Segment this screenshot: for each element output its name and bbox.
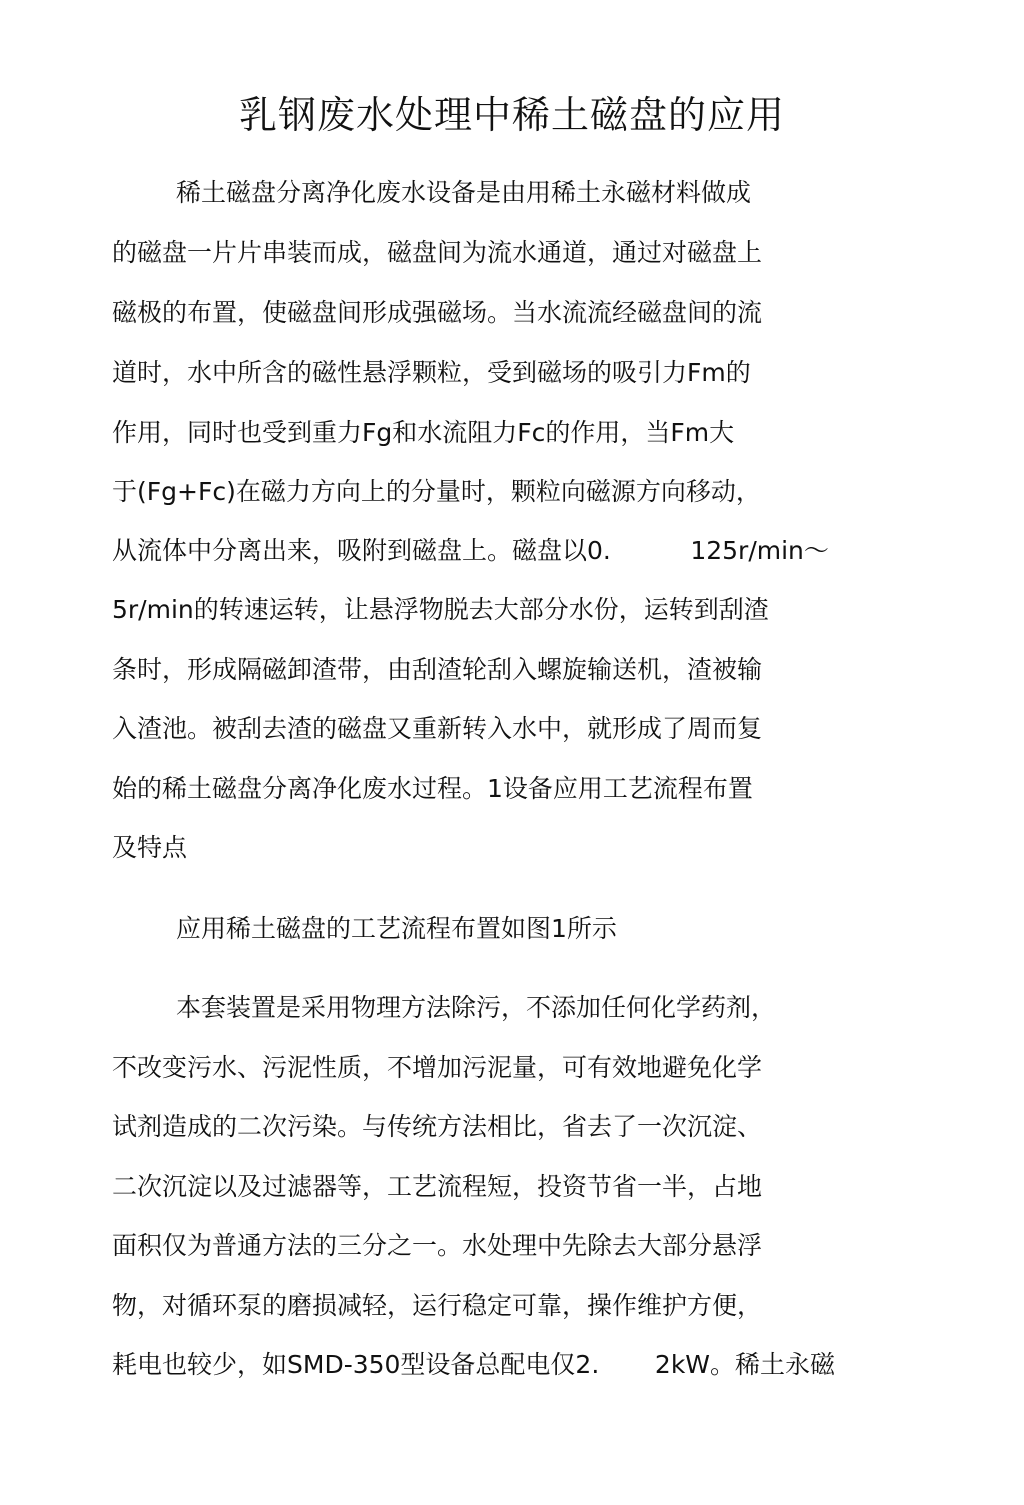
paragraph-1-line-10: 入渣池。被刮去渣的磁盘又重新转入水中，就形成了周而复 [112, 714, 763, 743]
paragraph-1-line-3: 磁极的布置，使磁盘间形成强磁场。当水流流经磁盘间的流 [112, 298, 763, 327]
document-title: 乳钢废水处理中稀土磁盘的应用 [238, 93, 785, 137]
paragraph-1-line-2: 的磁盘一片片串装而成，磁盘间为流水通道，通过对磁盘上 [112, 238, 763, 267]
paragraph-1-line-8: 5r/min的转速运转，让悬浮物脱去大部分水份，运转到刮渣 [112, 595, 769, 624]
paragraph-2-line-1: 应用稀土磁盘的工艺流程布置如图1所示 [176, 914, 617, 943]
paragraph-1-line-4: 道时，水中所含的磁性悬浮颗粒，受到磁场的吸引力Fm的 [112, 358, 751, 387]
paragraph-3-line-1: 本套装置是采用物理方法除污，不添加任何化学药剂， [176, 993, 777, 1022]
paragraph-3-line-3: 试剂造成的二次污染。与传统方法相比，省去了一次沉淀、 [112, 1112, 763, 1141]
paragraph-3-line-2: 不改变污水、污泥性质，不增加污泥量，可有效地避免化学 [112, 1053, 763, 1082]
paragraph-3-line-4: 二次沉淀以及过滤器等，工艺流程短，投资节省一半，占地 [112, 1172, 763, 1201]
paragraph-3-line-6: 物，对循环泵的磨损减轻，运行稳定可靠，操作维护方便， [112, 1291, 763, 1320]
paragraph-3-line-7: 耗电也较少，如SMD-350型设备总配电仅2. 2kW。稀土永磁 [112, 1350, 836, 1379]
paragraph-1-line-1: 稀土磁盘分离净化废水设备是由用稀土永磁材料做成 [176, 178, 752, 207]
paragraph-1-line-6: 于(Fg+Fc)在磁力方向上的分量时，颗粒向磁源方向移动， [112, 477, 761, 506]
paragraph-1-line-11: 始的稀土磁盘分离净化废水过程。1设备应用工艺流程布置 [112, 774, 753, 803]
paragraph-3-line-5: 面积仅为普通方法的三分之一。水处理中先除去大部分悬浮 [112, 1231, 763, 1260]
paragraph-1-line-12: 及特点 [112, 833, 188, 862]
paragraph-1-line-7: 从流体中分离出来，吸附到磁盘上。磁盘以0. 125r/min～ [112, 536, 829, 565]
paragraph-1-line-5: 作用，同时也受到重力Fg和水流阻力Fc的作用，当Fm大 [112, 418, 735, 447]
paragraph-1-line-9: 条时，形成隔磁卸渣带，由刮渣轮刮入螺旋输送机，渣被输 [112, 655, 763, 684]
